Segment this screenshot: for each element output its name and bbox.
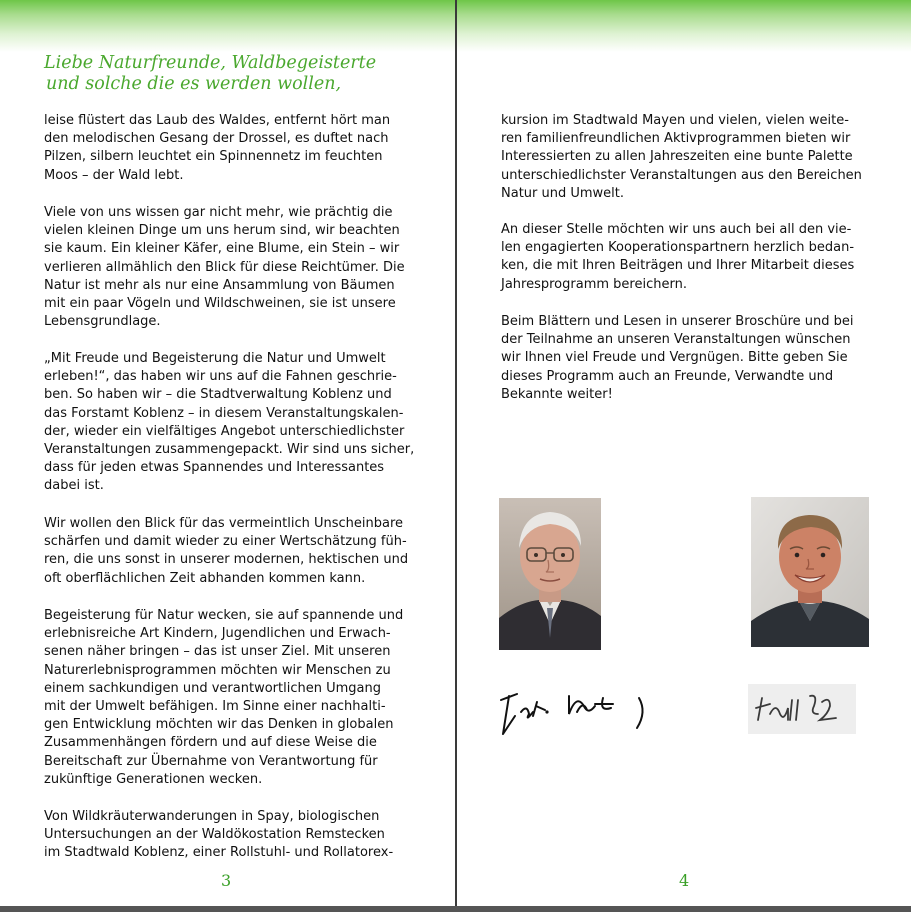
paragraph-6: Von Wildkräuterwanderungen in Spay, biologischen Untersuchungen an der Waldökostation Remstecken im Stadtwald Koblenz, einer Rollstuhl- und Rollatorex- xyxy=(44,809,394,861)
paragraph-1: leise flüstert das Laub des Waldes, entfernt hört man den melodischen Gesang der Drossel, es duftet nach Pilzen, silbern leuchtet ein Spinnennetz im feuchten Moos – der Wald lebt. xyxy=(44,113,391,183)
paragraph-4: Wir wollen den Blick für das vermeintlich Unscheinbare schärfen und damit wieder zu einer Wertschätzung füh- ren, die uns sonst in unserer modernen, hektischen und oft oberflächlichen Zeit abhanden kommen kann. xyxy=(44,516,409,586)
portrait-1-image xyxy=(499,498,601,650)
portrait-2-image xyxy=(751,497,869,647)
signature-2 xyxy=(748,684,856,734)
paragraph-2: An dieser Stelle möchten wir uns auch bei all den vie- len engagierten Kooperationspartnern herzlich bedan- ken, die mit Ihren Beiträgen und Ihrer Mitarbeit dieses Jahresprogramm bereichern. xyxy=(501,222,855,292)
top-green-gradient xyxy=(457,0,911,52)
heading-line-2: und solche die es werden wollen, xyxy=(46,74,342,94)
bottom-edge xyxy=(0,906,911,912)
page-4 xyxy=(457,0,911,906)
page-number-4: 4 xyxy=(679,871,690,890)
page-number-3: 3 xyxy=(221,871,232,890)
paragraph-5: Begeisterung für Natur wecken, sie auf spannende und erlebnisreiche Art Kindern, Jugendlichen und Erwach- senen näher bringen – das ist unser Ziel. Mit unseren Naturerlebnisprogrammen möchten wir Menschen zu einem sachkundigen und verantwortlichen Umgang mit der Umwelt befähigen. Im Sinne einer nachhalti- gen Entwicklung möchten wir das Denken in globalen Zusammenhängen fördern und auf diese Weise die Bereitschaft zur Übernahme von Verantwortung für zukünftige Generationen wecken. xyxy=(44,608,404,787)
heading-line-1: Liebe Naturfreunde, Waldbegeisterte xyxy=(44,53,377,73)
paragraph-1: kursion im Stadtwald Mayen und vielen, vielen weite- ren familienfreundlichen Aktivprogrammen bieten wir Interessierten zu allen Jahreszeiten eine bunte Palette unterschiedlichster Veranstaltungen aus den Bereichen Natur und Umwelt. xyxy=(501,113,862,201)
paragraph-3: Beim Blättern und Lesen in unserer Broschüre und bei der Teilnahme an unseren Veranstaltungen wünschen wir Ihnen viel Freude und Vergnügen. Bitte geben Sie dieses Programm auch an Freunde, Verwandte und Bekannte weiter! xyxy=(501,314,854,402)
paragraph-3: „Mit Freude und Begeisterung die Natur und Umwelt erleben!“, das haben wir uns auf die Fahnen geschrie- ben. So haben wir – die Stadtverwaltung Koblenz und das Forstamt Koblenz – in diesem Veranstaltungskalen- der, wieder ein vielfältiges Angebot unterschiedlichster Veranstaltungen zusammengepackt. Wir sind uns sicher, dass für jeden etwas Spannendes und Interessantes dabei ist. xyxy=(44,351,415,494)
paragraph-2: Viele von uns wissen gar nicht mehr, wie prächtig die vielen kleinen Dinge um uns herum sind, wir beachten sie kaum. Ein kleiner Käfer, eine Blume, ein Stein – wir verlieren allmählich den Blick für diese Reichtümer. Die Natur ist mehr als nur eine Ansammlung von Bäumen mit ein paar Vögeln und Wildschweinen, sie ist unsere Lebensgrundlage. xyxy=(44,205,405,330)
signature-1 xyxy=(499,682,655,744)
portrait-photo-2 xyxy=(751,497,869,647)
page-3 xyxy=(0,0,455,906)
top-green-gradient xyxy=(0,0,455,52)
greeting-heading xyxy=(44,53,376,95)
portrait-photo-1 xyxy=(499,498,601,650)
